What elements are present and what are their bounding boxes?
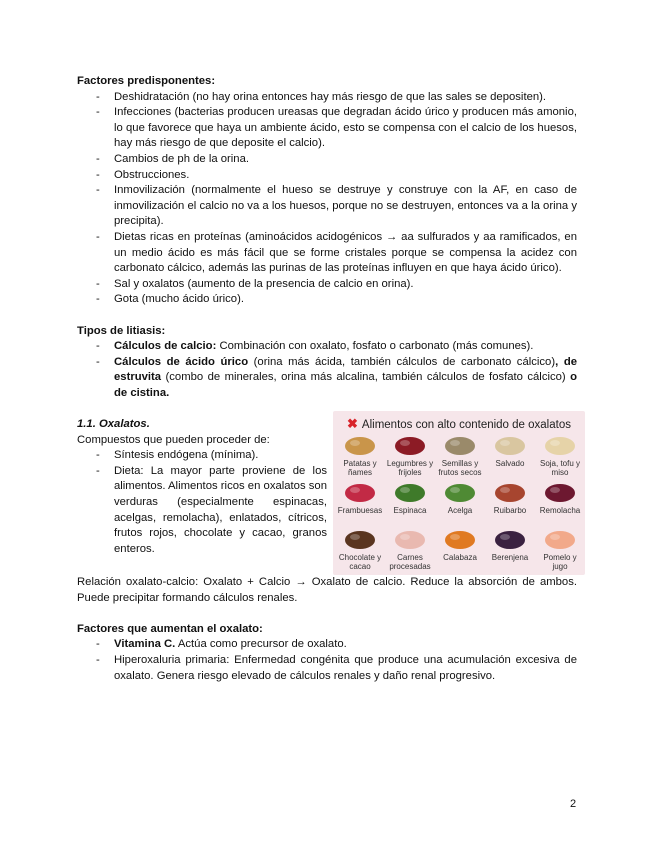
food-item xyxy=(385,482,435,515)
food-label: Semillas y frutos secos xyxy=(438,459,482,478)
section-heading-aumentan: Factores que aumentan el oxalato: xyxy=(77,622,263,635)
food-picture xyxy=(393,435,427,457)
list-item: - Gota (mucho ácido úrico). xyxy=(77,292,577,308)
food-picture xyxy=(493,482,527,504)
list-item: - Síntesis endógena (mínima). xyxy=(77,448,327,464)
food-item xyxy=(535,529,585,571)
food-item xyxy=(435,529,485,562)
food-item xyxy=(435,435,485,477)
section-heading-predisponentes: Factores predisponentes: xyxy=(77,75,216,87)
food-item xyxy=(485,435,535,468)
oxalatos-section xyxy=(77,416,581,572)
list-item: - Inmovilización (normalmente el hueso se destruye y construye con la AF, en caso de inmovilización el calcio no va a los huesos, porque no se destruyen, entonces va a la orina y precipita). xyxy=(77,183,577,230)
food-item xyxy=(385,435,435,477)
item-text: Actúa como precursor de oxalato. xyxy=(175,638,347,651)
page-number: 2 xyxy=(570,798,577,810)
food-label: Frambuesas xyxy=(337,506,383,516)
image-title-text: Alimentos con alto contenido de oxalatos xyxy=(361,419,571,432)
food-item xyxy=(385,529,435,571)
image-title xyxy=(333,416,585,434)
list-item: - Obstrucciones. xyxy=(77,168,577,184)
oxalatos-list xyxy=(77,448,327,557)
food-item xyxy=(335,529,385,571)
food-label: Legumbres y frijoles xyxy=(386,459,434,478)
food-label: Berenjena xyxy=(491,553,529,563)
food-picture xyxy=(393,529,427,551)
list-item xyxy=(77,355,577,402)
tipos-list xyxy=(77,339,577,401)
oxalatos-intro: Compuestos que pueden proceder de: xyxy=(77,433,270,446)
oxalate-foods-image xyxy=(333,411,585,575)
document-body xyxy=(77,74,581,684)
food-picture xyxy=(343,529,377,551)
food-item xyxy=(485,529,535,562)
bold-term: Cálculos de calcio: xyxy=(114,340,217,353)
food-item xyxy=(435,482,485,515)
aumentan-list xyxy=(77,637,577,684)
food-picture xyxy=(343,482,377,504)
food-picture xyxy=(543,529,577,551)
food-picture xyxy=(343,435,377,457)
list-item xyxy=(77,637,577,653)
list-item: - Dietas ricas en proteínas (aminoácidos acidogénicos → aa sulfurados y aa ramificados, en un medio ácido es más fácil que se forme cristales porque se compensa la acidez con carbonato cálcico, además las purinas de las proteínas influyen en que haya ácido úrico). xyxy=(77,230,577,277)
food-item xyxy=(485,482,535,515)
food-label: Salvado xyxy=(495,459,525,469)
food-label: Remolacha xyxy=(539,506,581,516)
food-label: Ruibarbo xyxy=(493,506,527,516)
food-label: Carnes procesadas xyxy=(389,553,431,572)
food-label: Acelga xyxy=(447,506,473,516)
food-label: Soja, tofu y miso xyxy=(539,459,581,478)
food-picture xyxy=(443,529,477,551)
food-picture xyxy=(543,482,577,504)
predisponentes-list xyxy=(77,90,577,308)
food-picture xyxy=(493,435,527,457)
food-label: Calabaza xyxy=(443,553,477,563)
list-item: - Dieta: La mayor parte proviene de los alimentos. Alimentos ricos en oxalatos son verduras (especialmente espinacas, acelgas, remolacha), enlatados, cítricos, frutos rojos, chocolate y cacao, granos enteros. xyxy=(77,464,327,558)
food-item xyxy=(335,435,385,477)
food-label: Pomelo y jugo xyxy=(543,553,577,572)
bold-term: o de cistina. xyxy=(114,371,577,399)
food-label: Chocolate y cacao xyxy=(338,553,382,572)
list-item xyxy=(77,339,577,355)
list-item: - Cambios de ph de la orina. xyxy=(77,152,577,168)
food-picture xyxy=(543,435,577,457)
list-item: - Hiperoxaluria primaria: Enfermedad congénita que produce una acumulación excesiva de oxalato. Genera riesgo elevado de cálculos renales y daño renal progresivo. xyxy=(77,653,577,684)
food-item xyxy=(335,482,385,515)
item-text: (orina más ácida, también cálculos de carbonato cálcico) xyxy=(248,355,556,368)
food-picture xyxy=(493,529,527,551)
section-title-oxalatos: 1.1. Oxalatos. xyxy=(77,418,150,431)
item-text: Combinación con oxalato, fosfato o carbonato (más comunes). xyxy=(216,340,534,353)
food-picture xyxy=(443,482,477,504)
food-label: Espinaca xyxy=(393,506,427,516)
item-text: (combo de minerales, orina más alcalina, también cálculos de fosfato cálcico) xyxy=(161,371,566,384)
list-item: - Infecciones (bacterias producen ureasas que degradan ácido úrico y producen más amonio, lo que favorece que haya un ambiente ácido, esto se compensa con el calcio de los huesos, hay más riesgo de que deposite el calcio). xyxy=(77,105,577,152)
food-item xyxy=(535,435,585,477)
bold-term: Vitamina C. xyxy=(114,638,176,651)
relacion-paragraph: Relación oxalato-calcio: Oxalato + Calcio → Oxalato de calcio. Reduce la absorción de ambos. Puede precipitar formando cálculos renales. xyxy=(77,576,577,604)
list-item: - Deshidratación (no hay orina entonces hay más riesgo de que las sales se depositen). xyxy=(77,90,577,106)
food-picture xyxy=(443,435,477,457)
food-item xyxy=(535,482,585,515)
bold-term: Cálculos de ácido úrico xyxy=(114,355,249,368)
section-heading-tipos: Tipos de litiasis: xyxy=(77,324,166,337)
list-item: - Sal y oxalatos (aumento de la presencia de calcio en orina). xyxy=(77,277,577,293)
food-label: Patatas y ñames xyxy=(343,459,377,478)
cross-icon: ✖ xyxy=(347,416,358,432)
bold-term: , de estruvita xyxy=(114,355,577,384)
food-picture xyxy=(393,482,427,504)
